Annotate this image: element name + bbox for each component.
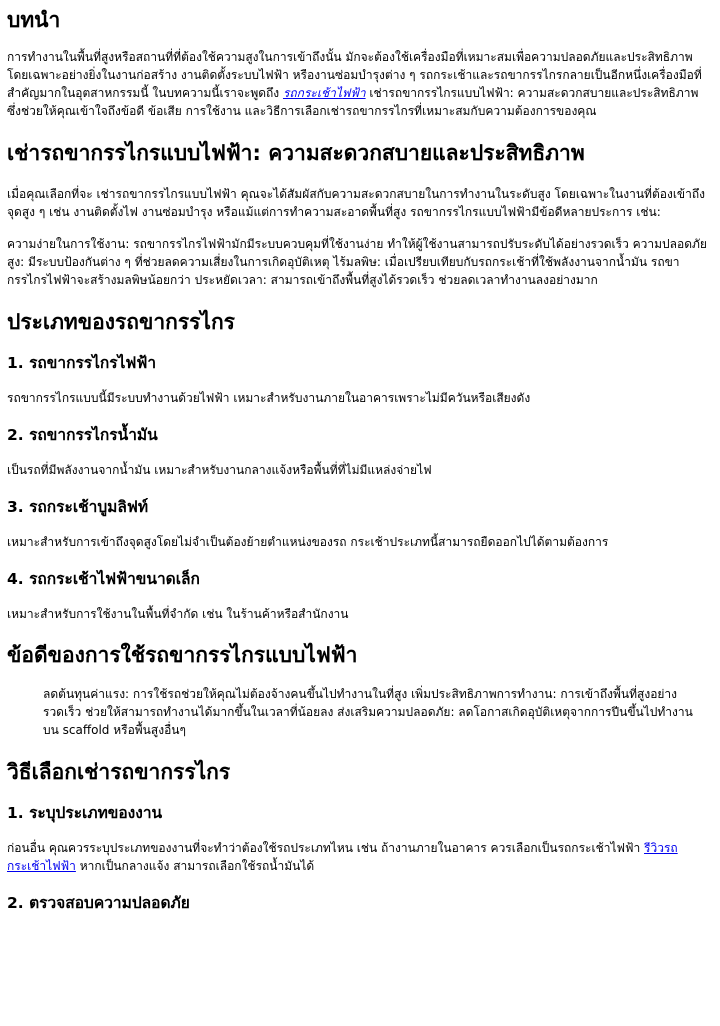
type-4-text: เหมาะสำหรับการใช้งานในพื้นที่จำกัด เช่น ในร้านค้าหรือสำนักงาน [7, 607, 349, 621]
step-1-text [7, 839, 712, 875]
benefits-quote: ลดต้นทุนค่าแรง: การใช้รถช่วยให้คุณไม่ต้องจ้างคนขึ้นไปทำงานในที่สูง เพิ่มประสิทธิภาพการทำงาน: การเข้าถึงพื้นที่สูงอย่างรวดเร็ว ช่วยให้สามารถทำงานได้มากขึ้นในเวลาที่น้อยลง ส่งเสริมความปลอดภัย: ลดโอกาสเกิดอุบัติเหตุจากการปีนขึ้นไปทำงานบน scaffold หรือพื้นสูงอื่นๆ [43, 687, 693, 737]
intro-paragraph [7, 48, 712, 120]
intro-text-after-link: เช่ารถขากรรไกรแบบไฟฟ้า: ความสะดวกสบายและประสิทธิภาพ ซึ่งช่วยให้คุณเข้าใจถึงข้อดี ข้อเสีย การใช้งาน และวิธีการเลือกเช่ารถขากรรไกรที่เหมาะสมกับความต้องการของคุณ [7, 86, 699, 118]
intro-text-before-link: การทำงานในพื้นที่สูงหรือสถานที่ที่ต้องใช้ความสูงในการเข้าถึงนั้น มักจะต้องใช้เครื่องมือที่เหมาะสมเพื่อความปลอดภัยและประสิทธิภาพ โดยเฉพาะอย่างยิ่งในงานก่อสร้าง งานติดตั้งระบบไฟฟ้า หรืองานซ่อมบำรุงต่าง ๆ รถกระเช้าและรถขากรรไกรกลายเป็นอีกหนึ่งเครื่องมือที่สำคัญมากในอุตสาหกรรมนี้ ในบทความนี้เราจะพูดถึง [7, 50, 702, 100]
benefits-section-heading: ข้อดีของการใช้รถขากรรไกรแบบไฟฟ้า [7, 643, 358, 667]
step-1-text-after-link: หากเป็นกลางแจ้ง สามารถเลือกใช้รถน้ำมันได้ [75, 859, 315, 873]
electric-lift-review-link[interactable]: รีวิวรถกระเช้าไฟฟ้า [7, 841, 678, 873]
electric-paragraph-2: ความง่ายในการใช้งาน: รถขากรรไกรไฟฟ้ามักมีระบบควบคุมที่ใช้งานง่าย ทำให้ผู้ใช้งานสามารถปรับระดับได้อย่างรวดเร็ว ความปลอดภัยสูง: มีระบบป้องกันต่าง ๆ ที่ช่วยลดความเสี่ยงในการเกิดอุบัติเหตุ ไร้มลพิษ: เมื่อเปรียบเทียบกับรถกระเช้าที่ใช้พลังงานจากน้ำมัน รถขากรรไกรไฟฟ้าจะสร้างมลพิษน้อยกว่า ประหยัดเวลา: สามารถเข้าถึงพื้นที่สูงได้รวดเร็ว ช่วยลดเวลาทำงานลงอย่างมาก [7, 237, 707, 287]
step-2-title: 2. ตรวจสอบความปลอดภัย [7, 894, 190, 912]
type-3-text: เหมาะสำหรับการเข้าถึงจุดสูงโดยไม่จำเป็นต้องย้ายตำแหน่งของรถ กระเช้าประเภทนี้สามารถยืดออกไปได้ตามต้องการ [7, 535, 609, 549]
type-4-title: 4. รถกระเช้าไฟฟ้าขนาดเล็ก [7, 570, 200, 588]
type-2-text: เป็นรถที่มีพลังงานจากน้ำมัน เหมาะสำหรับงานกลางแจ้งหรือพื้นที่ที่ไม่มีแหล่งจ่ายไฟ [7, 463, 432, 477]
choose-section-heading: วิธีเลือกเช่ารถขากรรไกร [7, 760, 231, 784]
electric-lift-link[interactable]: รถกระเช้าไฟฟ้า [282, 86, 366, 100]
type-1-text: รถขากรรไกรแบบนี้มีระบบทำงานด้วยไฟฟ้า เหมาะสำหรับงานภายในอาคารเพราะไม่มีควันหรือเสียงดัง [7, 391, 531, 405]
step-1-title: 1. ระบุประเภทของงาน [7, 804, 163, 822]
article [0, 8, 720, 913]
electric-section-heading: เช่ารถขากรรไกรแบบไฟฟ้า: ความสะดวกสบายและประสิทธิภาพ [7, 141, 585, 165]
type-3-title: 3. รถกระเช้าบูมลิฟท์ [7, 498, 149, 516]
type-2-title: 2. รถขากรรไกรน้ำมัน [7, 426, 158, 444]
type-1-title: 1. รถขากรรไกรไฟฟ้า [7, 354, 157, 372]
intro-heading: บทนำ [7, 8, 61, 32]
electric-paragraph-1: เมื่อคุณเลือกที่จะ เช่ารถขากรรไกรแบบไฟฟ้า คุณจะได้สัมผัสกับความสะดวกสบายในการทำงานในระดับสูง โดยเฉพาะในงานที่ต้องเข้าถึงจุดสูง ๆ เช่น งานติดตั้งไฟ งานซ่อมบำรุง หรือแม้แต่การทำความสะอาดพื้นที่สูง รถขากรรไกรแบบไฟฟ้ามีข้อดีหลายประการ เช่น: [7, 187, 705, 219]
types-section-heading: ประเภทของรถขากรรไกร [7, 310, 235, 334]
step-1-text-before-link: ก่อนอื่น คุณควรระบุประเภทของงานที่จะทำว่าต้องใช้รถประเภทไหน เช่น ถ้างานภายในอาคาร ควรเลือกเป็นรถกระเช้าไฟฟ้า [7, 841, 645, 855]
